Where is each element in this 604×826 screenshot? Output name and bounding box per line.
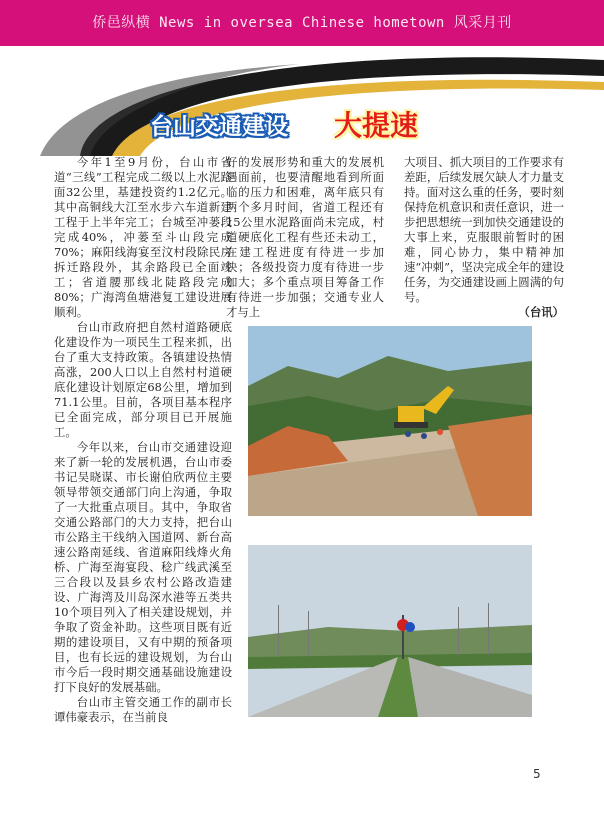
- photo-road-construction: [248, 326, 532, 516]
- page-number: 5: [533, 767, 541, 781]
- article-column-2: [226, 155, 384, 320]
- article-column-3: [404, 155, 564, 320]
- article-source: （台讯）: [518, 305, 564, 319]
- paragraph: 大项目、抓大项目的工作要求有差距，后续发展欠缺人才力量支持。面对这么重的任务，要时刻保持危机意识和责任意识，进一步把思想统一到加快交通建设的大事上来，克服眼前暂时的困难，同心协力，集中精神加速“冲刺”，坚决完成全年的建设任务，为交通建设画上圆满的句号。: [404, 155, 564, 304]
- article-column-1: [54, 155, 232, 725]
- header-banner-text: 侨邑纵横 News in oversea Chinese hometown 风采月刊: [92, 15, 512, 31]
- article-title-part1: 台山交通建设: [150, 114, 288, 140]
- article-title-part2: 大提速: [334, 109, 419, 142]
- paragraph: 台山市政府把自然村道路硬底化建设作为一项民生工程来抓，出台了重大支持政策。各镇建设热情高涨，200人口以上自然村村道硬底化建设计划原定68公里，增加到71.1公里。目前，各项目基本程序已全面完成，部分项目已开展施工。: [54, 320, 232, 439]
- paragraph: 好的发展形势和重大的发展机遇面前，也要清醒地看到所面临的压力和困难，离年底只有两个多月时间，省道工程还有15公里水泥路面尚未完成，村道硬底化工程有些还未动工，在建工程进度有待进一步加快；各级投资力度有待进一步加大；多个重点项目筹备工作有待进一步加强；交通专业人才与上: [226, 155, 384, 319]
- photo-highway: [248, 545, 532, 717]
- paragraph: 今年1至9月份，台山市省道“三线”工程完成二级以上水泥路面32公里，基建投资约1.2亿元。其中高铜线大江至水步六车道新建工程于上半年完工；台城至冲蒌段完成40%，冲蒌至斗山段完成70%；麻阳线海宴至汶村段除民房拆迁路段外，其余路段已全面竣工；省道腰那线北陡路段完成80%；广海湾鱼塘港复工建设进展顺利。: [54, 155, 232, 319]
- paragraph: 今年以来，台山市交通建设迎来了新一轮的发展机遇，台山市委书记吴晓谋、市长谢伯欣两位主要领导带领交通部门向上沟通，争取了一大批重点项目。其中，争取省交通公路部门的大力支持，把台山市公路主干线纳入国道网、新台高速公路南延线、省道麻阳线烽火角桥、广海至海宴段、稔广线武溪至三合段以及县乡农村公路改造建设、广海湾及川岛深水港等五类共10个项目列入了相关建设规划，并争取了资金补助。这些项目既有近期的建设项目，又有中期的预备项目，也有长远的建设规划，为台山市今后一段时期交通基础设施建设打下良好的发展基础。: [54, 440, 232, 694]
- article-title: [150, 104, 470, 144]
- paragraph: 台山市主管交通工作的副市长谭伟豪表示，在当前良: [54, 695, 232, 724]
